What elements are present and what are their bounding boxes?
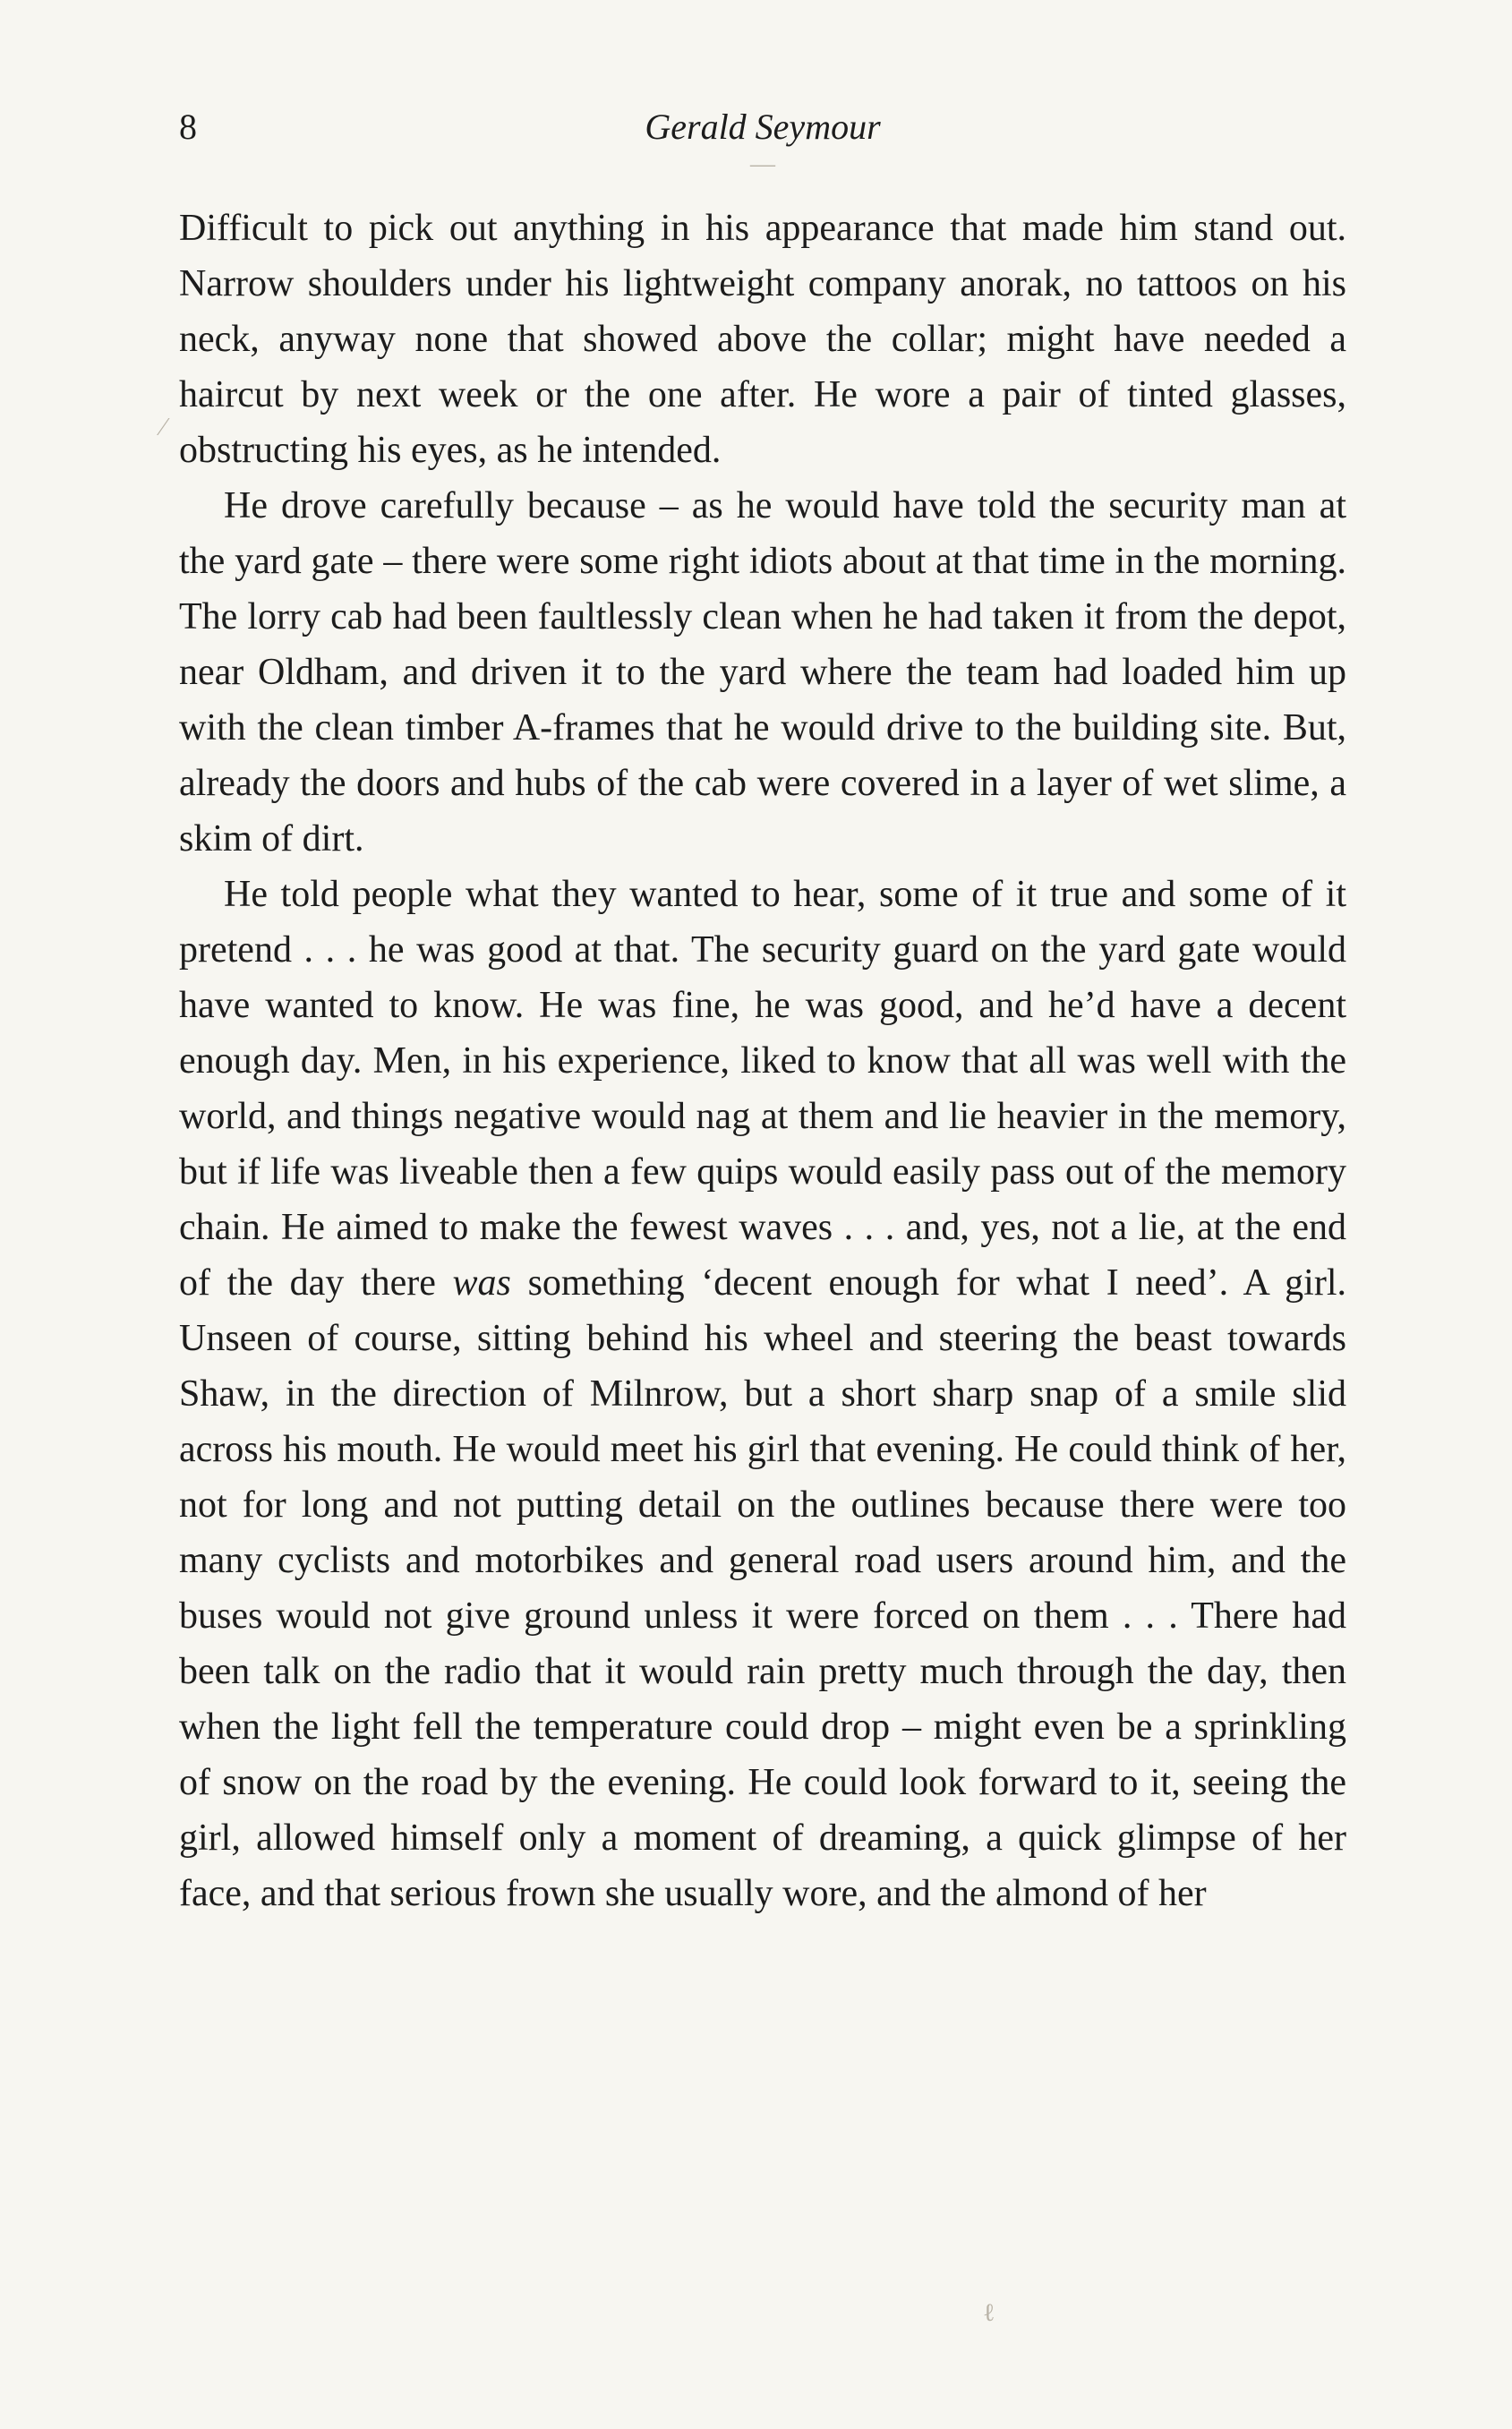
paragraph-3: [179, 867, 1346, 1921]
paragraph-1: Difficult to pick out anything in his appearance that made him stand out. Narrow shoulders under his lightweight company anorak, no tattoos on his neck, anyway none that showed above the collar; might have needed a haircut by next week or the one after. He wore a pair of tinted glasses, obstructing his eyes, as he intended.: [179, 208, 1346, 471]
paragraph-2: He drove carefully because – as he would have told the security man at the yard gate – there were some right idiots about at that time in the morning. The lorry cab had been faultlessly clean when he had taken it from the depot, near Oldham, and driven it to the yard where the team had loaded him up with the clean timber A-frames that he would drive to the building site. But, already the doors and hubs of the cab were covered in a layer of wet slime, a skim of dirt.: [179, 485, 1346, 860]
page-number: 8: [179, 107, 197, 147]
running-head-author: Gerald Seymour: [645, 107, 881, 147]
paragraph-3-emphasis: was: [452, 1262, 511, 1304]
header-dash-mark: —: [750, 150, 775, 178]
footer-stray-mark: ℓ: [983, 2299, 995, 2327]
body-text: [179, 201, 1346, 1921]
margin-stray-mark: ⁄: [161, 414, 166, 441]
paragraph-3-before: He told people what they wanted to hear, some of it true and some of it pretend . . . he was good at that. The security guard on the yard gate would have wanted to know. He was fine, he was good, and he’d have a decent enough day. Men, in his experience, liked to know that all was well with the world, and things negative would nag at them and lie heavier in the memory, but if life was liveable then a few quips would easily pass out of the memory chain. He aimed to make the fewest waves . . . and, yes, not a lie, at the end of the day there: [179, 874, 1346, 1304]
page-header: [179, 100, 1346, 154]
paragraph-3-after: something ‘decent enough for what I need’. A girl. Unseen of course, sitting behind his wheel and steering the beast towards Shaw, in the direction of Milnrow, but a short sharp snap of a smile slid across his mouth. He would meet his girl that evening. He could think of her, not for long and not putting detail on the outlines because there were too many cyclists and motorbikes and general road users around him, and the buses would not give ground unless it were forced on them . . . There had been talk on the radio that it would rain pretty much through the day, then when the light fell the temperature could drop – might even be a sprinkling of snow on the road by the evening. He could look forward to it, seeing the girl, allowed himself only a moment of dreaming, a quick glimpse of her face, and that serious frown she usually wore, and the almond of her: [179, 1262, 1346, 1914]
